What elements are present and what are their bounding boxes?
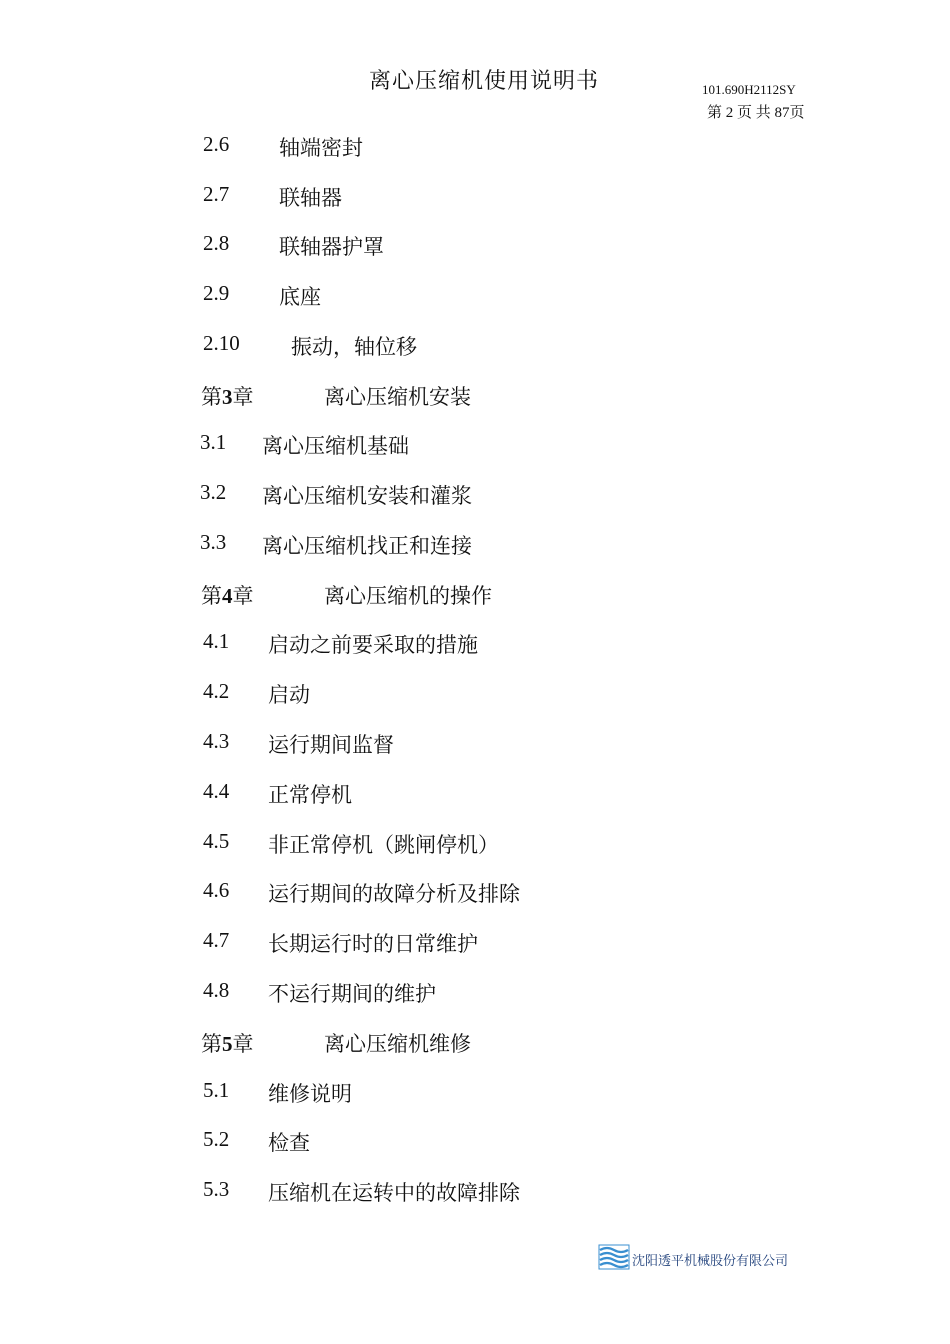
section-number: 4.3 xyxy=(203,729,230,753)
chapter-number: 第3章 xyxy=(201,385,254,409)
section-number: 2.7 xyxy=(203,182,230,206)
section-title: 底座 xyxy=(279,285,321,309)
section-number: 4.8 xyxy=(203,978,230,1002)
section-title: 启动 xyxy=(268,683,310,707)
section-number: 4.4 xyxy=(203,779,230,803)
section-number: 5.2 xyxy=(203,1127,230,1151)
section-title: 正常停机 xyxy=(268,783,352,807)
section-number: 2.10 xyxy=(203,331,240,355)
chapter-number: 第4章 xyxy=(201,584,254,608)
document-title: 离心压缩机使用说明书 xyxy=(369,69,600,94)
section-title: 振动，轴位移 xyxy=(291,335,417,359)
section-number: 2.9 xyxy=(203,281,230,305)
section-number: 5.3 xyxy=(203,1177,230,1201)
section-title: 长期运行时的日常维护 xyxy=(268,932,478,956)
section-title: 离心压缩机安装和灌浆 xyxy=(262,484,472,508)
section-title: 离心压缩机基础 xyxy=(262,434,409,458)
section-title: 非正常停机（跳闸停机） xyxy=(268,833,499,857)
section-number: 4.6 xyxy=(203,878,230,902)
section-title: 运行期间的故障分析及排除 xyxy=(268,882,520,906)
company-waves-logo-icon xyxy=(598,1244,630,1274)
chapter-title: 离心压缩机维修 xyxy=(324,1032,471,1056)
chapter-title: 离心压缩机安装 xyxy=(324,385,471,409)
section-number: 4.5 xyxy=(203,829,230,853)
section-title: 联轴器护罩 xyxy=(279,235,384,259)
company-name: 沈阳透平机械股份有限公司 xyxy=(632,1254,789,1269)
section-title: 检查 xyxy=(268,1131,310,1155)
section-title: 不运行期间的维护 xyxy=(268,982,436,1006)
section-number: 4.2 xyxy=(203,679,230,703)
section-title: 联轴器 xyxy=(279,186,342,210)
section-title: 离心压缩机找正和连接 xyxy=(262,534,472,558)
section-number: 3.1 xyxy=(200,430,227,454)
section-title: 启动之前要采取的措施 xyxy=(268,633,478,657)
document-code: 101.690H2112SY xyxy=(702,82,796,97)
section-number: 3.3 xyxy=(200,530,227,554)
chapter-number: 第5章 xyxy=(201,1032,254,1056)
section-title: 运行期间监督 xyxy=(268,733,394,757)
section-number: 2.8 xyxy=(203,231,230,255)
section-title: 压缩机在运转中的故障排除 xyxy=(268,1181,520,1205)
section-number: 2.6 xyxy=(203,132,230,156)
section-title: 维修说明 xyxy=(268,1082,352,1106)
section-number: 4.1 xyxy=(203,629,230,653)
section-number: 3.2 xyxy=(200,480,227,504)
section-number: 5.1 xyxy=(203,1078,230,1102)
page-info: 第 2 页 共 87页 xyxy=(707,105,805,121)
section-title: 轴端密封 xyxy=(279,136,363,160)
section-number: 4.7 xyxy=(203,928,230,952)
chapter-title: 离心压缩机的操作 xyxy=(324,584,492,608)
